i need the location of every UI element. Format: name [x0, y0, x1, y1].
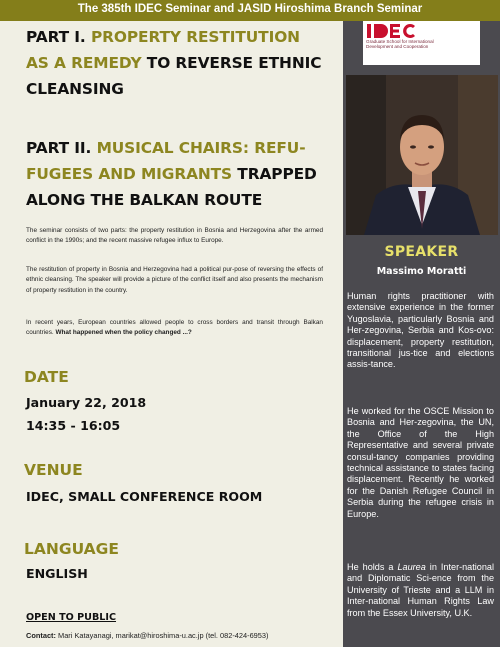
part2-title: [26, 135, 336, 213]
idec-logo-mark: [367, 24, 417, 38]
part1-rest: TO REVERSE ETHNIC CLEANSING: [26, 54, 322, 98]
speaker-portrait: [346, 75, 498, 235]
seminar-title: The 385th IDEC Seminar and JASID Hiroshima Branch Seminar: [77, 3, 423, 15]
description-paragraph-3: In recent years, European countries allowed people to cross borders and transit through Balkan countries. What happened when the policy changed ...?: [26, 319, 323, 337]
venue-label: VENUE: [24, 461, 83, 479]
idec-logo: [363, 21, 480, 65]
speaker-name: Massimo Moratti: [376, 266, 467, 277]
description-paragraph-1: The seminar consists of two parts: the property restitution in Bosnia and Herzegovina after the armed conflict in the 1990s; and the recent massive refugee influx to Europe.: [26, 227, 323, 245]
description-paragraph-2: The restitution of property in Bosnia and Herzegovina had a political pur-pose of reversing the effects of ethnic cleansing. The speaker will provide a picture of the conflict itself and also presents the mechanism of property restitution in the country.: [26, 266, 323, 294]
speaker-bio-1: Human rights practitioner with extensive experience in the former Yugoslavia, particularly Bosnia and Her-zegovina, Serbia and Kos-ovo: displacement, property restitution, transitional jus-tice and elections assis-tance.: [347, 291, 494, 370]
idec-logo-subtitle: Graduate School for International Development and Cooperation: [366, 39, 434, 50]
venue-value: IDEC, SMALL CONFERENCE ROOM: [26, 489, 263, 504]
speaker-bio-3: He holds a Laurea in Inter-national and Diplomatic Sci-ence from the University of Trieste and a LLM in Inter-national Human Rights Law from the Essex University, U.K.: [347, 562, 494, 618]
contact-label: Contact:: [26, 631, 56, 640]
part2-highlight: MUSICAL CHAIRS: REFU-FUGEES AND MIGRANTS: [26, 139, 306, 183]
open-to-public: OPEN TO PUBLIC: [26, 612, 117, 623]
language-label: LANGUAGE: [24, 540, 119, 558]
date-label: DATE: [24, 368, 69, 386]
language-value: ENGLISH: [26, 566, 88, 581]
speaker-heading: SPEAKER: [384, 244, 459, 260]
part1-highlight: PROPERTY RESTITUTION AS A REMEDY: [26, 28, 300, 72]
speaker-photo: [346, 75, 498, 235]
header-banner: [0, 0, 500, 21]
date-time: 14:35 - 16:05: [26, 418, 121, 433]
part1-prefix: PART I.: [26, 28, 91, 46]
part1-title: [26, 24, 326, 102]
contact-info: [26, 631, 268, 640]
part2-rest: TRAPPED ALONG THE BALKAN ROUTE: [26, 165, 317, 209]
date-day: January 22, 2018: [26, 395, 147, 410]
speaker-bio-2: He worked for the OSCE Mission to Bosnia and Her-zegovina, the UN, the Office of the High Representative and several private consul-tancy companies providing technical assistance to states facing displacement. Recently he worked for the Danish Refugee Council in Serbia during the refugee crisis in Europe.: [347, 406, 494, 519]
part2-prefix: PART II.: [26, 139, 97, 157]
contact-value: Mari Katayanagi, marikat@hiroshima-u.ac.jp (tel. 082-424-6953): [55, 631, 269, 640]
